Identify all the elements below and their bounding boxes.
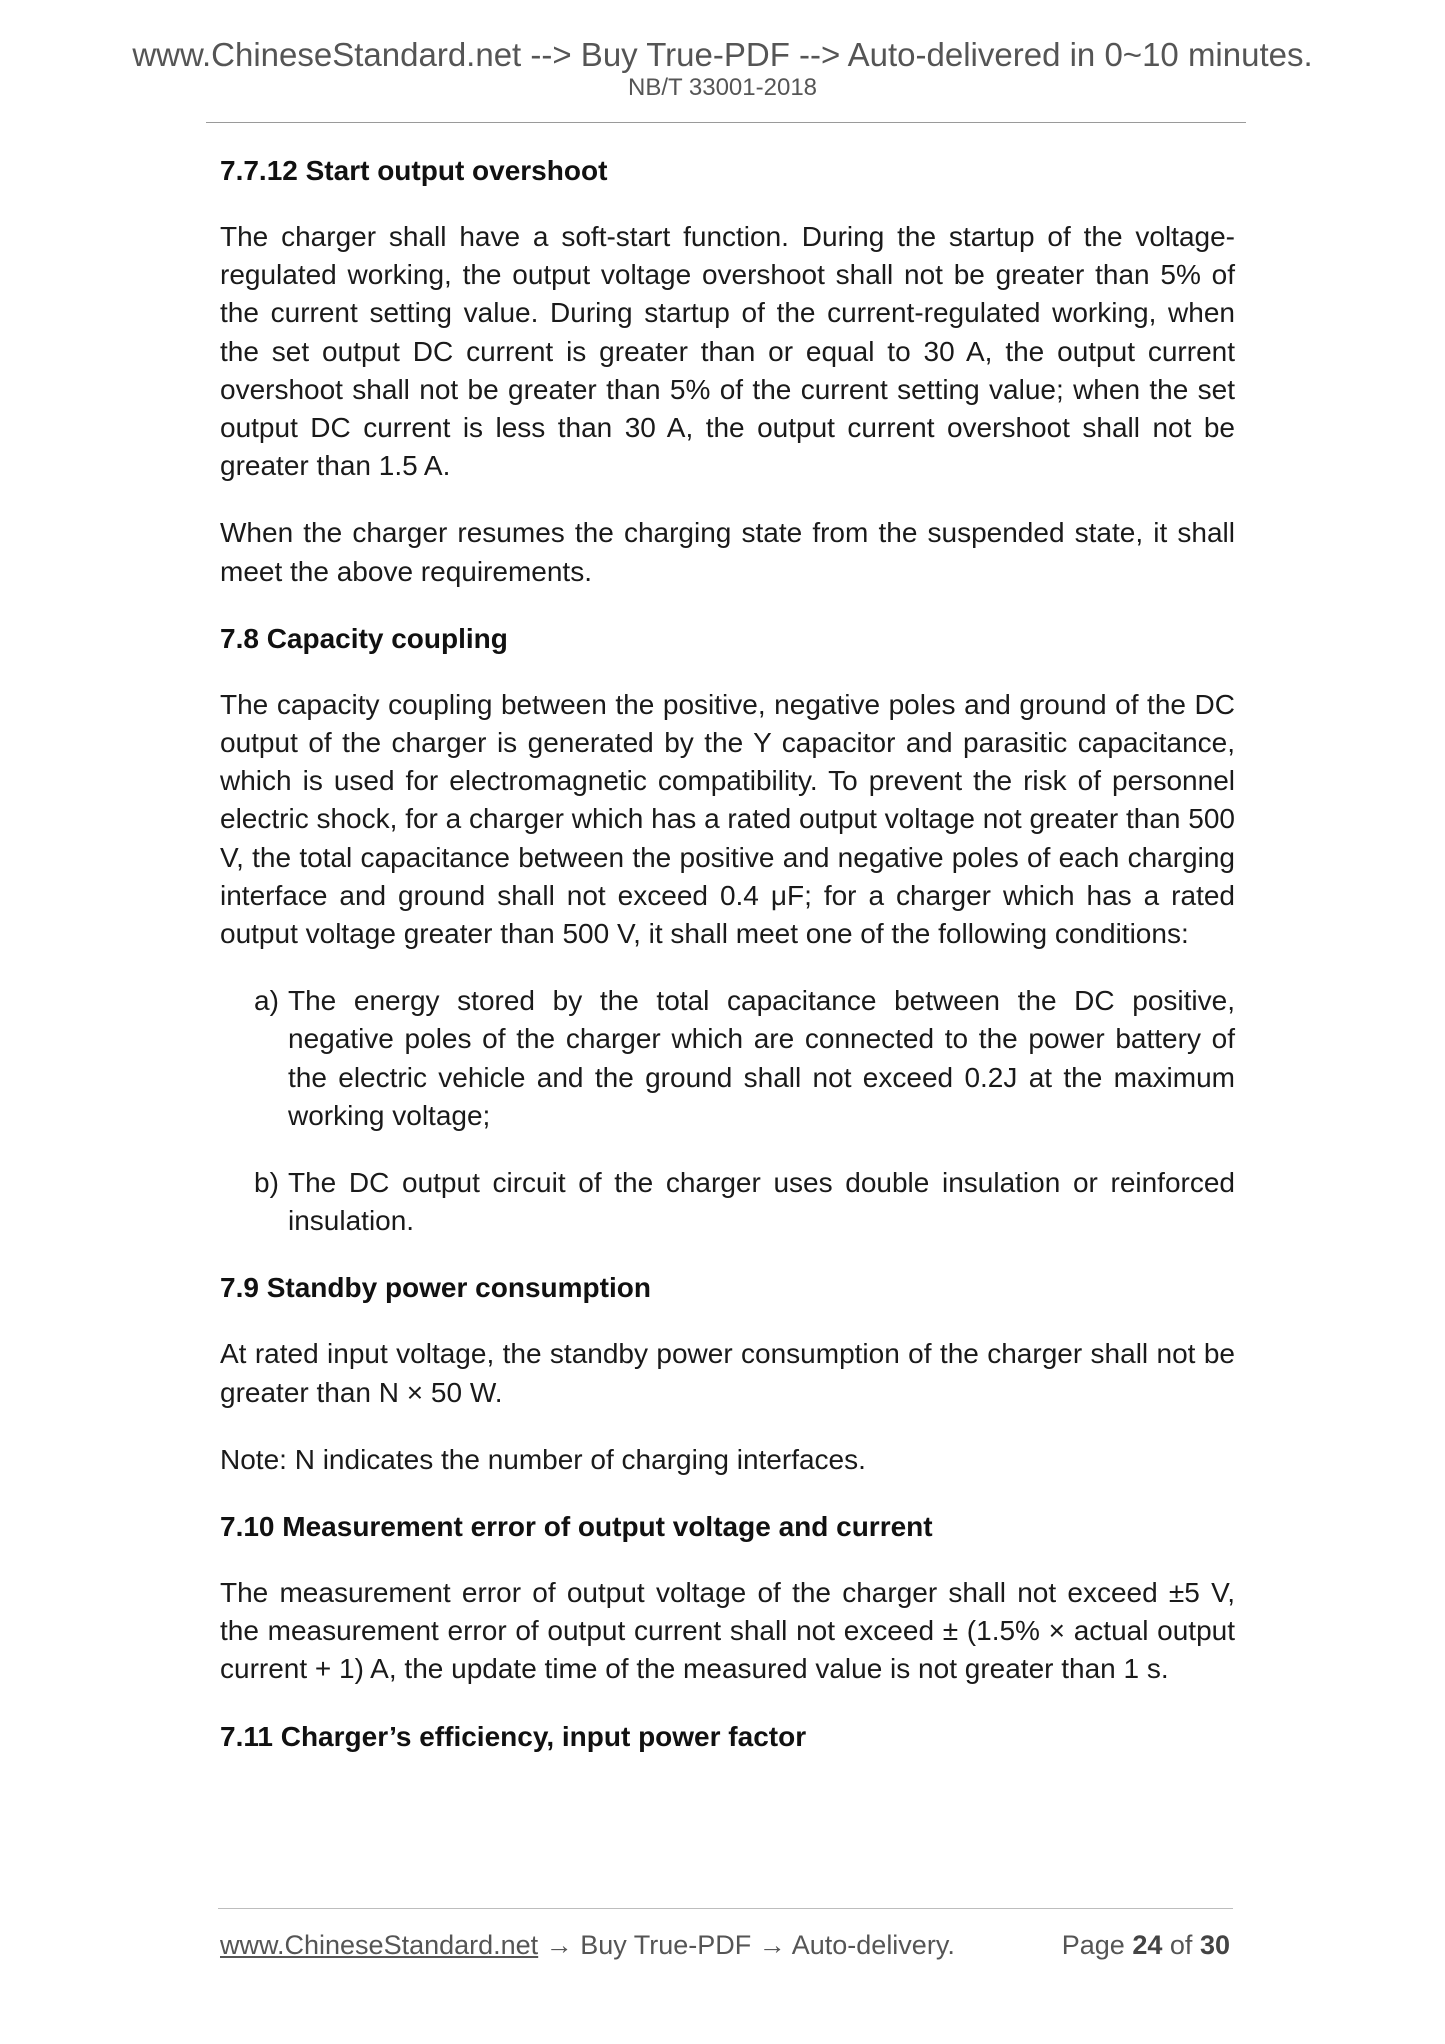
section-heading-7-11: 7.11 Charger’s efficiency, input power factor: [220, 1720, 807, 1752]
page-number: 24: [1132, 1930, 1163, 1960]
footer-site-link[interactable]: www.ChineseStandard.net: [220, 1930, 539, 1960]
paragraph-soft-start: The charger shall have a soft-start function. During the startup of the voltage-regulated working, the output voltage overshoot shall not be greater than 5% of the current setting value. During startup of the current-regulated working, when the set output DC current is greater than or equal to 30 A, the output current overshoot shall not be greater than 5% of the current setting value; when the set output DC current is less than 30 A, the output current overshoot shall not be greater than 1.5 A.: [220, 221, 1235, 482]
footer-divider: [218, 1908, 1233, 1909]
note-charging-interfaces: Note: N indicates the number of charging interfaces.: [220, 1443, 866, 1475]
total-pages: 30: [1199, 1930, 1230, 1960]
page-indicator: [1062, 1928, 1230, 1962]
list-item-a: [220, 982, 1235, 1135]
header-divider: [206, 122, 1246, 123]
top-banner: www.ChineseStandard.net --> Buy True-PDF --> Auto-delivered in 0~10 minutes.: [132, 36, 1313, 73]
list-text-b: The DC output circuit of the charger uses double insulation or reinforced insulation.: [288, 1167, 1235, 1237]
of-word: of: [1169, 1930, 1193, 1960]
list-marker-b: b): [254, 1167, 279, 1199]
list-item-b: [220, 1164, 1235, 1240]
list-marker-a: a): [254, 985, 279, 1017]
footer-delivery-text: → Buy True-PDF → Auto-delivery.: [538, 1930, 955, 1960]
paragraph-measurement-error: The measurement error of output voltage of the charger shall not exceed ±5 V, the measurement error of output current shall not exceed ± (1.5% × actual output current + 1) A, the update time of the measured value is not greater than 1 s.: [220, 1577, 1235, 1685]
footer-left: [220, 1928, 955, 1962]
section-heading-7-8: 7.8 Capacity coupling: [220, 622, 508, 654]
section-heading-7-7-12: 7.7.12 Start output overshoot: [220, 155, 608, 186]
paragraph-resume-state: When the charger resumes the charging state from the suspended state, it shall meet the above requirements.: [220, 517, 1235, 587]
list-text-a: The energy stored by the total capacitance between the DC positive, negative poles of the charger which are connected to the power battery of the electric vehicle and the ground shall not exceed 0.2J at the maximum working voltage;: [288, 985, 1235, 1131]
section-heading-7-9: 7.9 Standby power consumption: [220, 1272, 651, 1304]
paragraph-standby-power: At rated input voltage, the standby power consumption of the charger shall not be greater than N × 50 W.: [220, 1338, 1235, 1408]
page-word: Page: [1061, 1930, 1125, 1960]
document-code: NB/T 33001-2018: [627, 74, 818, 101]
paragraph-capacity-coupling: The capacity coupling between the positive, negative poles and ground of the DC output of the charger is generated by the Y capacitor and parasitic capacitance, which is used for electromagnetic compatibility. To prevent the risk of personnel electric shock, for a charger which has a rated output voltage not greater than 500 V, the total capacitance between the positive and negative poles of each charging interface and ground shall not exceed 0.4 μF; for a charger which has a rated output voltage greater than 500 V, it shall meet one of the following conditions:: [220, 688, 1235, 950]
page-body: [220, 152, 1235, 1784]
section-heading-7-10: 7.10 Measurement error of output voltage and current: [220, 1511, 933, 1543]
